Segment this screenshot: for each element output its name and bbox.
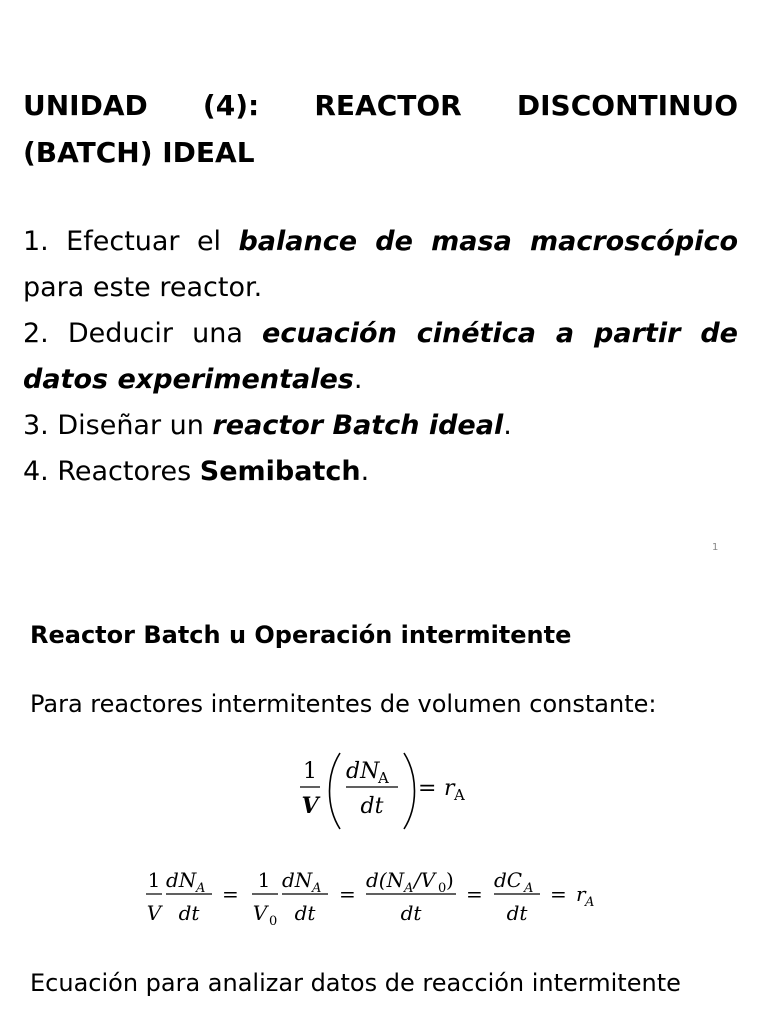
svg-text:r: r (444, 776, 455, 801)
slide-title: UNIDAD (4): REACTOR DISCONTINUO (BATCH) IDEAL (23, 89, 738, 169)
svg-text:dt: dt (400, 901, 422, 925)
svg-text:): ) (446, 868, 454, 892)
svg-text:0: 0 (269, 914, 278, 929)
svg-text:dC: dC (494, 868, 523, 892)
svg-text:dN: dN (282, 868, 313, 892)
list-item-4 (23, 449, 738, 495)
item-3-emphasis: reactor Batch ideal (212, 410, 504, 441)
svg-text:0: 0 (438, 881, 447, 896)
item-1-prefix: 1. Efectuar el (23, 226, 239, 257)
svg-text:=: = (418, 776, 437, 801)
item-2-prefix: 2. Deducir una (23, 318, 263, 349)
svg-text:1: 1 (303, 759, 317, 784)
svg-text:V: V (146, 901, 162, 925)
list-item-3 (23, 403, 738, 449)
svg-text:V: V (252, 901, 268, 925)
svg-text:=: = (339, 882, 356, 906)
equation-1 (296, 747, 486, 841)
svg-text:A: A (196, 881, 206, 896)
svg-text:V: V (301, 793, 319, 819)
item-3-prefix: 3. Diseñar un (23, 410, 213, 441)
item-2-suffix: . (353, 364, 363, 395)
svg-text:dN: dN (166, 868, 197, 892)
svg-text:dt: dt (294, 901, 316, 925)
item-1-suffix: para este reactor. (23, 272, 263, 303)
intro-text: Para reactores intermitentes de volumen constante: (30, 690, 657, 718)
svg-text:A: A (454, 786, 465, 804)
list-item-1 (23, 219, 738, 311)
svg-text:dt: dt (506, 901, 528, 925)
svg-text:d(N: d(N (366, 868, 405, 892)
svg-text:A: A (378, 769, 389, 787)
svg-text:=: = (550, 882, 567, 906)
svg-text:A: A (312, 881, 322, 896)
caption-text: Ecuación para analizar datos de reacción intermitente (30, 969, 681, 997)
list-item-2 (23, 311, 738, 403)
svg-text:1: 1 (257, 868, 271, 892)
slide-2 (0, 577, 768, 1024)
svg-text:r: r (576, 882, 586, 906)
item-4-emphasis: Semibatch (199, 456, 361, 487)
item-2-emphasis: ecuación cinética a partir de datos experimentales (23, 318, 738, 395)
svg-text:dt: dt (360, 794, 384, 819)
equation-2 (140, 860, 640, 934)
item-4-suffix: . (360, 456, 370, 487)
svg-text:1: 1 (147, 868, 161, 892)
item-1-emphasis: balance de masa macroscópico (238, 226, 738, 257)
svg-text:A: A (404, 881, 414, 896)
svg-text:dt: dt (178, 901, 200, 925)
slide-2-title: Reactor Batch u Operación intermitente (30, 621, 572, 649)
svg-text:A: A (524, 881, 534, 896)
equation-1-graphic (296, 747, 486, 837)
svg-text:A: A (585, 895, 595, 910)
svg-text:/V: /V (414, 868, 436, 892)
item-3-suffix: . (503, 410, 512, 441)
item-4-prefix: 4. Reactores (23, 456, 200, 487)
page-number: 1 (712, 542, 719, 553)
svg-text:=: = (222, 882, 239, 906)
svg-text:dN: dN (346, 759, 380, 784)
equation-2-graphic (140, 860, 640, 930)
svg-text:=: = (466, 882, 483, 906)
